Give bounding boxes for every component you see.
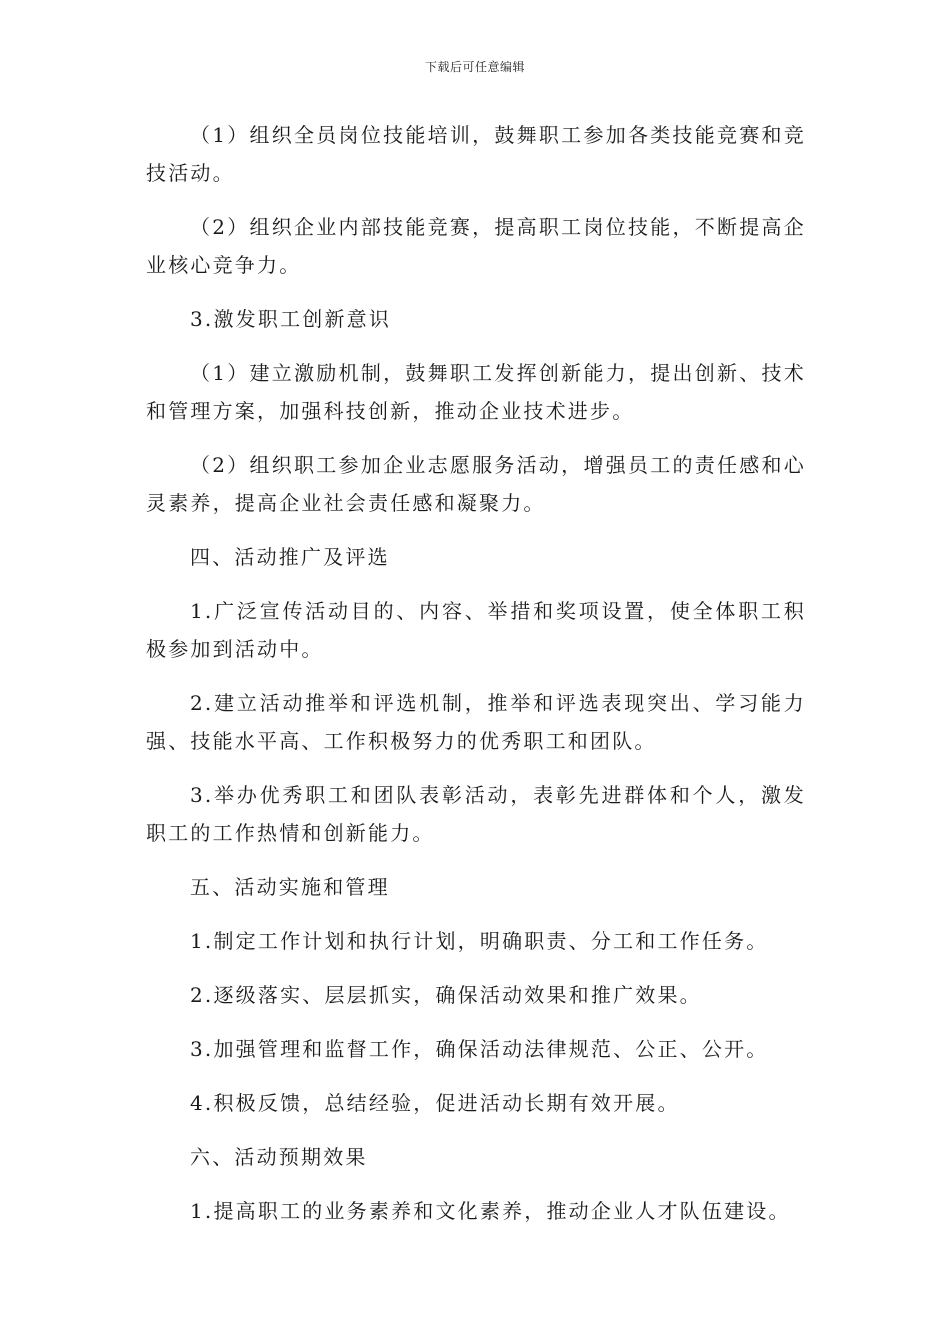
paragraph-skills-competition: （2）组织企业内部技能竞赛，提高职工岗位技能，不断提高企业核心竞争力。 — [146, 215, 806, 277]
paragraph-feedback: 4.积极反馈，总结经验，促进活动长期有效开展。 — [190, 1091, 680, 1115]
page-header-note: 下载后可任意编辑 — [424, 60, 525, 74]
document-body — [146, 116, 806, 1246]
paragraph-publicity: 1.广泛宣传活动目的、内容、举措和奖项设置，使全体职工积极参加到活动中。 — [146, 599, 806, 661]
paragraph-selection-mechanism: 2.建立活动推举和评选机制，推举和评选表现突出、学习能力强、技能水平高、工作积极努力的优秀职工和团队。 — [146, 691, 806, 753]
section-heading-promotion: 四、活动推广及评选 — [190, 545, 390, 569]
paragraph-volunteer-service: （2）组织职工参加企业志愿服务活动，增强员工的责任感和心灵素养，提高企业社会责任感和凝聚力。 — [146, 453, 806, 515]
paragraph-work-plan: 1.制定工作计划和执行计划，明确职责、分工和工作任务。 — [190, 929, 769, 953]
paragraph-implementation: 2.逐级落实、层层抓实，确保活动效果和推广效果。 — [190, 983, 702, 1007]
paragraph-supervision: 3.加强管理和监督工作，确保活动法律规范、公正、公开。 — [190, 1037, 769, 1061]
section-heading-implementation: 五、活动实施和管理 — [190, 875, 390, 899]
subheading-innovation: 3.激发职工创新意识 — [190, 307, 392, 331]
section-heading-expected-effects: 六、活动预期效果 — [190, 1145, 368, 1169]
paragraph-talent-building: 1.提高职工的业务素养和文化素养，推动企业人才队伍建设。 — [190, 1199, 791, 1223]
paragraph-commendation: 3.举办优秀职工和团队表彰活动，表彰先进群体和个人，激发职工的工作热情和创新能力。 — [146, 783, 806, 845]
paragraph-incentive-mechanism: （1）建立激励机制，鼓舞职工发挥创新能力，提出创新、技术和管理方案，加强科技创新，推动企业技术进步。 — [146, 361, 806, 423]
paragraph-skills-training: （1）组织全员岗位技能培训，鼓舞职工参加各类技能竞赛和竞技活动。 — [146, 123, 806, 185]
